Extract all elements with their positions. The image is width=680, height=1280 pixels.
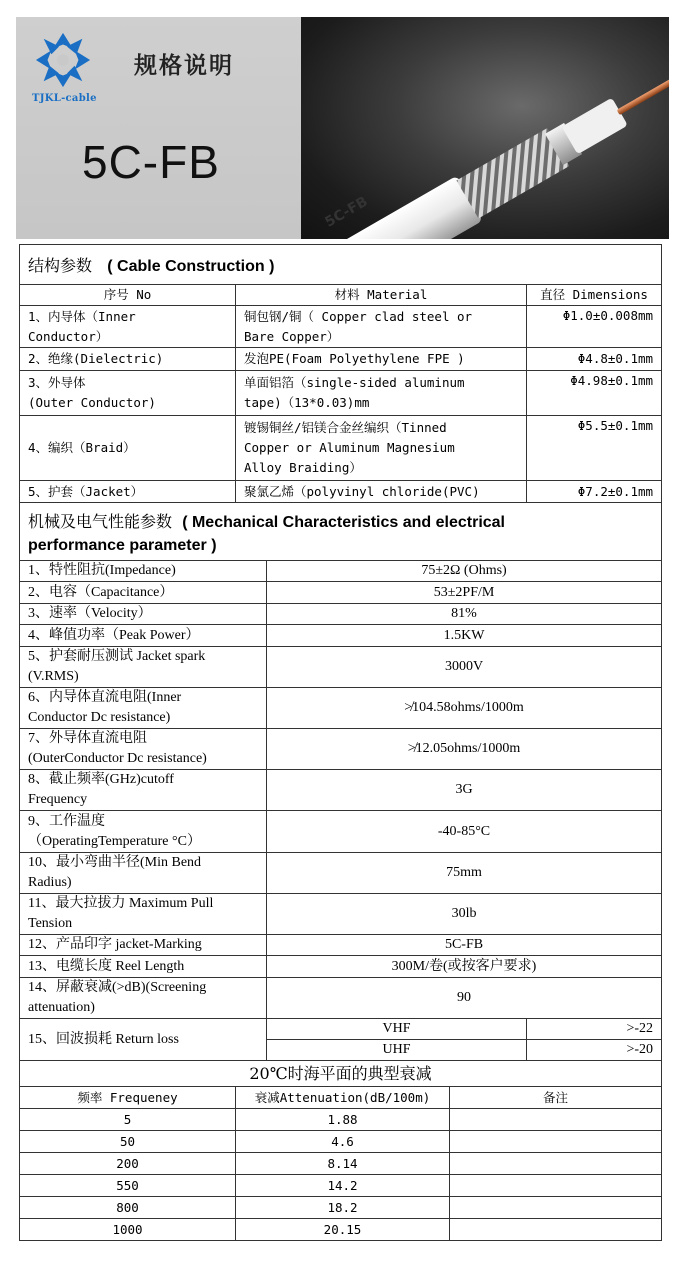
table-row [20,1109,662,1131]
table-row [20,894,662,935]
column-header-dimensions: 直径 Dimensions [527,285,662,306]
vhf-label: VHF [267,1019,527,1040]
attenuation-cell: 4.6 [236,1131,450,1153]
param-label: 3、速率（Velocity） [20,604,267,625]
note-cell [450,1131,662,1153]
frequency-cell: 200 [20,1153,236,1175]
construction-item: 5、护套（Jacket） [20,481,236,503]
table-row [20,561,662,582]
frequency-cell: 550 [20,1175,236,1197]
param-value: -40-85°C [267,811,662,853]
frequency-cell: 50 [20,1131,236,1153]
table-row [20,371,662,416]
uhf-label: UHF [267,1040,527,1061]
attenuation-title: 20℃时海平面的典型衰减 [20,1061,662,1087]
construction-item: 4、编织（Braid） [20,416,236,481]
attenuation-cell: 8.14 [236,1153,450,1175]
table-row [20,625,662,647]
table-row [20,1197,662,1219]
column-header-attenuation: 衰减Attenuation(dB/100m) [236,1087,450,1109]
note-cell [450,1197,662,1219]
param-value: 300M/卷(或按客户要求) [267,956,662,978]
logo-icon [34,31,92,89]
header-banner [16,17,669,239]
construction-dimension: Φ4.98±0.1mm [527,371,662,416]
note-cell [450,1175,662,1197]
table-row [20,853,662,894]
table-row [20,1131,662,1153]
table-row [20,1175,662,1197]
construction-header-row [20,285,662,306]
construction-material: 铜包钢/铜（ Copper clad steel or Bare Copper） [236,306,527,348]
param-value: 81% [267,604,662,625]
column-header-material: 材料 Material [236,285,527,306]
attenuation-cell: 18.2 [236,1197,450,1219]
param-label: 13、电缆长度 Reel Length [20,956,267,978]
coax-cable-illustration [301,17,669,239]
param-value: 5C-FB [267,935,662,956]
param-value: 30lb [267,894,662,935]
table-row [20,956,662,978]
table-row [20,604,662,625]
table-row [20,582,662,604]
param-value: 90 [267,978,662,1019]
construction-item: 2、绝缘(Dielectric) [20,348,236,371]
construction-dimension: Φ1.0±0.008mm [527,306,662,348]
param-label: 1、特性阻抗(Impedance) [20,561,267,582]
construction-dimension: Φ5.5±0.1mm [527,416,662,481]
param-label: 14、屏蔽衰减(>dB)(Screening attenuation) [20,978,267,1019]
table-row [20,978,662,1019]
param-label: 11、最大拉拔力 Maximum Pull Tension [20,894,267,935]
note-cell [450,1153,662,1175]
note-cell [450,1219,662,1241]
param-label: 5、护套耐压测试 Jacket spark (V.RMS) [20,647,267,688]
vhf-value: >-22 [527,1019,662,1040]
attenuation-cell: 1.88 [236,1109,450,1131]
model-title: 5C-FB [82,136,220,188]
table-row [20,811,662,853]
construction-material: 单面铝箔（single-sided aluminum tape)（13*0.03)mm [236,371,527,416]
column-header-frequency: 频率 Frequeney [20,1087,236,1109]
frequency-cell: 5 [20,1109,236,1131]
spec-table [19,244,662,1241]
column-header-note: 备注 [450,1087,662,1109]
note-cell [450,1109,662,1131]
param-label: 9、工作温度 （OperatingTemperature °C） [20,811,267,853]
construction-material: 聚氯乙烯（polyvinyl chloride(PVC) [236,481,527,503]
construction-material: 镀锡铜丝/铝镁合金丝编织（Tinned Copper or Aluminum Magnesium Alloy Braiding） [236,416,527,481]
table-row [20,306,662,348]
table-row [20,688,662,729]
mechanical-title: 机械及电气性能参数 ( Mechanical Characteristics and electrical performance parameter ) [20,503,662,561]
table-row [20,770,662,811]
spec-title: 规格说明 [134,53,234,79]
attenuation-cell: 20.15 [236,1219,450,1241]
param-label: 7、外导体直流电阻 (OuterConductor Dc resistance) [20,729,267,770]
column-header-no: 序号 No [20,285,236,306]
param-value: 3000V [267,647,662,688]
cable-photo [301,17,669,239]
param-value: 75±2Ω (Ohms) [267,561,662,582]
param-value: 1.5KW [267,625,662,647]
table-row [20,1019,662,1040]
param-value: 3G [267,770,662,811]
param-label: 8、截止频率(GHz)cutoff Frequency [20,770,267,811]
banner-title-panel [16,17,301,239]
param-label: 10、最小弯曲半径(Min Bend Radius) [20,853,267,894]
frequency-cell: 800 [20,1197,236,1219]
table-row [20,647,662,688]
param-value: 75mm [267,853,662,894]
construction-dimension: Φ7.2±0.1mm [527,481,662,503]
frequency-cell: 1000 [20,1219,236,1241]
construction-dimension: Φ4.8±0.1mm [527,348,662,371]
param-label: 2、电容（Capacitance） [20,582,267,604]
table-row [20,1153,662,1175]
param-label: 4、峰值功率（Peak Power） [20,625,267,647]
construction-material: 发泡PE(Foam Polyethylene FPE ) [236,348,527,371]
table-row [20,481,662,503]
table-row [20,935,662,956]
logo-text: TJKL-cable [32,93,97,104]
param-value: 53±2PF/M [267,582,662,604]
table-row [20,729,662,770]
table-row [20,416,662,481]
return-loss-label: 15、回波损耗 Return loss [20,1019,267,1061]
param-label: 12、产品印字 jacket-Marking [20,935,267,956]
construction-item: 1、内导体（Inner Conductor） [20,306,236,348]
table-row [20,348,662,371]
param-value: ≯104.58ohms/1000m [267,688,662,729]
cable-print-text: 5C-FB [322,193,371,231]
attenuation-cell: 14.2 [236,1175,450,1197]
param-label: 6、内导体直流电阻(Inner Conductor Dc resistance) [20,688,267,729]
table-row [20,1219,662,1241]
construction-item: 3、外导体 (Outer Conductor) [20,371,236,416]
uhf-value: >-20 [527,1040,662,1061]
attenuation-header-row [20,1087,662,1109]
param-value: ≯12.05ohms/1000m [267,729,662,770]
construction-title: 结构参数 ( Cable Construction ) [20,245,662,285]
